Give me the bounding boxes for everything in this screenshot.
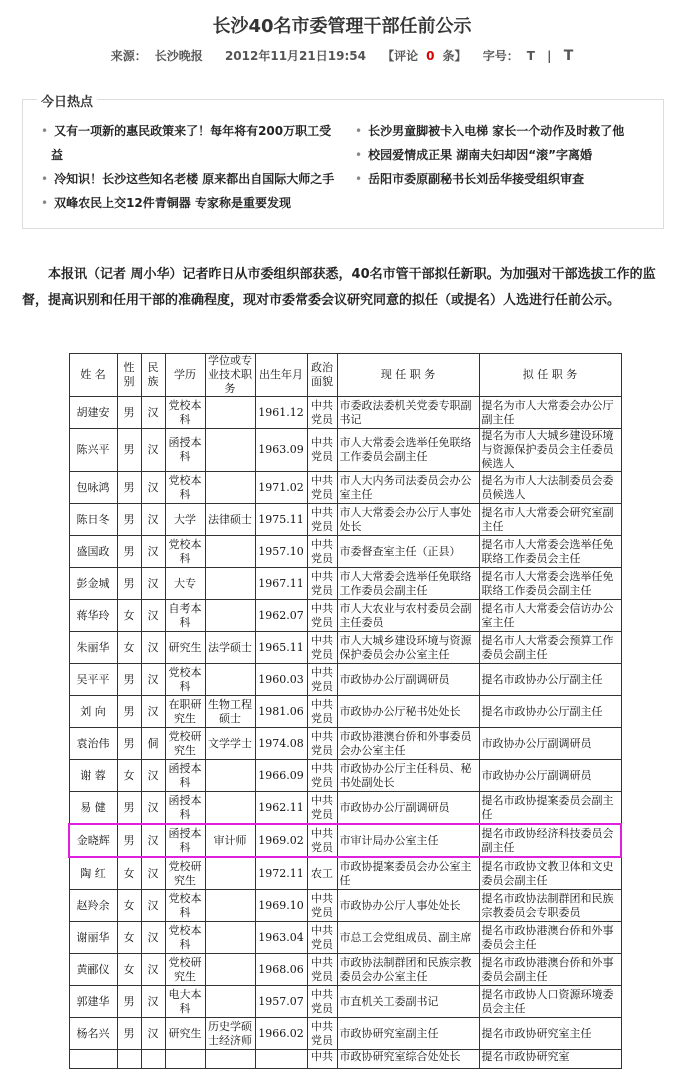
cell-ethnicity: 汉 <box>141 429 165 472</box>
cell-ethnicity: 汉 <box>141 857 165 890</box>
cell-gender: 男 <box>117 1018 141 1050</box>
cell-ethnicity: 汉 <box>141 536 165 568</box>
cell-gender: 男 <box>117 429 141 472</box>
cell-ethnicity: 汉 <box>141 824 165 857</box>
cell-degree <box>205 954 255 986</box>
hot-news-link[interactable]: • 校园爱情成正果 湖南夫妇却因“滚”字离婚 <box>355 144 592 166</box>
cell-birth: 1969.02 <box>255 824 307 857</box>
cell-birth: 1981.06 <box>255 696 307 728</box>
cell-ethnicity: 汉 <box>141 664 165 696</box>
table-row <box>69 632 621 664</box>
cell-degree: 法律硕士 <box>205 504 255 536</box>
cell-birth: 1969.10 <box>255 890 307 922</box>
cell-gender: 男 <box>117 504 141 536</box>
cell-birth: 1960.03 <box>255 664 307 696</box>
cell-proposed-position: 提名市人大常委会选举任免联络工作委员会副主任 <box>479 568 621 600</box>
cell-proposed-position: 提名为市人大法制委员会委员候选人 <box>479 472 621 504</box>
cell-birth: 1965.11 <box>255 632 307 664</box>
table-row <box>69 890 621 922</box>
table-row <box>69 397 621 429</box>
cell-degree <box>205 536 255 568</box>
cell-name: 赵羚余 <box>69 890 117 922</box>
publish-datetime: 2012年11月21日19:54 <box>224 49 366 63</box>
cell-current-position: 市政协办公厅副调研员 <box>337 792 479 825</box>
hot-news-link[interactable]: • 岳阳市委原副秘书长刘岳华接受组织审查 <box>355 168 584 190</box>
cell-proposed-position: 市政协办公厅副调研员 <box>479 728 621 760</box>
cell-ethnicity: 汉 <box>141 696 165 728</box>
cell-education: 电大本科 <box>165 986 205 1018</box>
cell-name: 易 健 <box>69 792 117 825</box>
cell-proposed-position: 提名市人大常委会信访办公室主任 <box>479 600 621 632</box>
cell-degree <box>205 472 255 504</box>
cell-education: 研究生 <box>165 632 205 664</box>
cell-gender: 男 <box>117 986 141 1018</box>
comment-link[interactable] <box>378 49 470 63</box>
table-row <box>69 664 621 696</box>
cell-proposed-position: 提名为市人大常委会办公厅副主任 <box>479 397 621 429</box>
source-name[interactable]: 长沙晚报 <box>154 49 203 63</box>
cell-gender: 男 <box>117 696 141 728</box>
cell-current-position: 市政协研究室综合处处长 <box>337 1050 479 1069</box>
cell-education: 党校本科 <box>165 472 205 504</box>
cell-current-position: 市政协办公厅人事处处长 <box>337 890 479 922</box>
cell-current-position: 市人大常委会选举任免联络工作委员会副主任 <box>337 429 479 472</box>
font-large-button[interactable]: T <box>563 48 574 64</box>
cell-gender: 男 <box>117 536 141 568</box>
hot-news-box <box>22 95 664 229</box>
cell-gender: 男 <box>117 728 141 760</box>
table-row <box>69 504 621 536</box>
appointment-table-wrapper <box>68 353 620 1069</box>
article-meta <box>0 47 684 64</box>
cell-degree <box>205 600 255 632</box>
cell-proposed-position: 提名市政协办公厅副主任 <box>479 696 621 728</box>
cell-education: 研究生 <box>165 1018 205 1050</box>
intro-paragraph: 本报讯（记者 周小华）记者昨日从市委组织部获悉，40名市管干部拟任新职。为加强对干部选拔工作的监督，提高识别和任用干部的准确程度，现对市委常委会议研究同意的拟任（或提名）人选进行任前公示。 <box>22 267 656 308</box>
cell-name: 陈日冬 <box>69 504 117 536</box>
table-row <box>69 922 621 954</box>
cell-name: 包咏鸿 <box>69 472 117 504</box>
cell-proposed-position: 提名为市人大城乡建设环境与资源保护委员会主任委员候选人 <box>479 429 621 472</box>
header-gender: 性别 <box>117 354 141 397</box>
cell-gender: 女 <box>117 600 141 632</box>
cell-gender: 女 <box>117 890 141 922</box>
cell-name: 胡建安 <box>69 397 117 429</box>
table-row <box>69 696 621 728</box>
cell-proposed-position: 提名市人大常委会预算工作委员会副主任 <box>479 632 621 664</box>
cell-degree: 审计师 <box>205 824 255 857</box>
cell-proposed-position: 提名市政协法制群团和民族宗教委员会专职委员 <box>479 890 621 922</box>
comment-count: 0 <box>426 49 435 63</box>
cell-birth: 1975.11 <box>255 504 307 536</box>
cell-proposed-position: 提名市政协办公厅副主任 <box>479 664 621 696</box>
hot-news-title: 今日热点 <box>37 91 97 110</box>
cell-proposed-position: 提名市政协港澳台侨和外事委员会主任 <box>479 922 621 954</box>
cell-gender: 男 <box>117 568 141 600</box>
table-row <box>69 954 621 986</box>
table-row <box>69 728 621 760</box>
cell-name: 陈兴平 <box>69 429 117 472</box>
cell-party: 中共党员 <box>307 536 337 568</box>
cell-degree <box>205 568 255 600</box>
table-row <box>69 536 621 568</box>
cell-gender: 女 <box>117 632 141 664</box>
cell-name: 杨名兴 <box>69 1018 117 1050</box>
header-proposed-position: 拟 任 职 务 <box>479 354 621 397</box>
cell-proposed-position: 提名市政协文教卫体和文史委员会副主任 <box>479 857 621 890</box>
cell-party: 中共党员 <box>307 986 337 1018</box>
header-education: 学历 <box>165 354 205 397</box>
header-ethnicity: 民族 <box>141 354 165 397</box>
table-row <box>69 792 621 825</box>
cell-party: 中共党员 <box>307 890 337 922</box>
header-party: 政治面貌 <box>307 354 337 397</box>
cell-current-position: 市政协办公厅秘书处处长 <box>337 696 479 728</box>
appointment-table <box>68 353 622 1069</box>
header-current-position: 现 任 职 务 <box>337 354 479 397</box>
cell-current-position: 市直机关工委副书记 <box>337 986 479 1018</box>
table-row-partial <box>69 1050 621 1069</box>
cell-name: 盛国政 <box>69 536 117 568</box>
cell-party: 中共党员 <box>307 568 337 600</box>
cell-proposed-position: 市政协办公厅副调研员 <box>479 760 621 792</box>
table-row <box>69 472 621 504</box>
cell-party: 中共党员 <box>307 600 337 632</box>
cell-party: 中共党员 <box>307 792 337 825</box>
cell-education: 在职研究生 <box>165 696 205 728</box>
cell-name: 金晓辉 <box>69 824 117 857</box>
cell-current-position: 市总工会党组成员、副主席 <box>337 922 479 954</box>
font-size-label: 字号： <box>482 49 519 63</box>
cell-current-position: 市政协法制群团和民族宗教委员会办公室主任 <box>337 954 479 986</box>
cell-education: 党校研究生 <box>165 954 205 986</box>
hot-news-link-continued[interactable]: 益 <box>51 148 64 162</box>
cell-gender: 女 <box>117 857 141 890</box>
table-row <box>69 429 621 472</box>
cell-current-position: 市政协港澳台侨和外事委员会办公室主任 <box>337 728 479 760</box>
cell-current-position: 市委政法委机关党委专职副书记 <box>337 397 479 429</box>
comment-prefix: 【评论 <box>382 49 419 63</box>
cell-ethnicity: 汉 <box>141 504 165 536</box>
cell-degree <box>205 922 255 954</box>
cell-name: 蒋华玲 <box>69 600 117 632</box>
cell-name: 谢 蓉 <box>69 760 117 792</box>
cell-birth: 1966.09 <box>255 760 307 792</box>
header-name: 姓 名 <box>69 354 117 397</box>
cell-name <box>69 1050 117 1069</box>
font-separator: | <box>547 49 552 63</box>
cell-gender: 男 <box>117 472 141 504</box>
header-degree: 学位或专业技术职务 <box>205 354 255 397</box>
cell-current-position: 市审计局办公室主任 <box>337 824 479 857</box>
cell-ethnicity: 汉 <box>141 792 165 825</box>
article-title: 长沙40名市委管理干部任前公示 <box>212 16 472 37</box>
cell-gender: 男 <box>117 824 141 857</box>
cell-name: 陶 红 <box>69 857 117 890</box>
cell-party: 中共党员 <box>307 632 337 664</box>
cell-birth: 1966.02 <box>255 1018 307 1050</box>
cell-degree: 文学学士 <box>205 728 255 760</box>
cell-birth: 1963.04 <box>255 922 307 954</box>
cell-name: 郭建华 <box>69 986 117 1018</box>
cell-gender: 男 <box>117 792 141 825</box>
font-small-button[interactable]: T <box>526 49 535 63</box>
cell-degree <box>205 429 255 472</box>
cell-ethnicity: 汉 <box>141 397 165 429</box>
cell-party: 中共党员 <box>307 954 337 986</box>
cell-current-position: 市人大常委会办公厅人事处处长 <box>337 504 479 536</box>
hot-news-link[interactable]: • 又有一项新的惠民政策来了！每年将有200万职工受 <box>41 120 331 142</box>
cell-degree: 生物工程硕士 <box>205 696 255 728</box>
cell-name: 朱丽华 <box>69 632 117 664</box>
comment-suffix: 条】 <box>442 49 467 63</box>
cell-proposed-position: 提名市人大常委会选举任免联络工作委员会主任 <box>479 536 621 568</box>
cell-birth: 1963.09 <box>255 429 307 472</box>
hot-news-link[interactable]: • 长沙男童脚被卡入电梯 家长一个动作及时救了他 <box>355 120 624 142</box>
cell-name: 刘 向 <box>69 696 117 728</box>
cell-education: 党校本科 <box>165 890 205 922</box>
cell-party: 中共 <box>307 1050 337 1069</box>
cell-current-position: 市政协办公厅主任科员、秘书处副处长 <box>337 760 479 792</box>
table-row <box>69 857 621 890</box>
cell-gender: 男 <box>117 664 141 696</box>
cell-degree <box>205 792 255 825</box>
cell-education: 党校本科 <box>165 397 205 429</box>
cell-current-position: 市政协办公厅副调研员 <box>337 664 479 696</box>
cell-education: 函授本科 <box>165 429 205 472</box>
cell-degree <box>205 890 255 922</box>
cell-current-position: 市人大城乡建设环境与资源保护委员会办公室主任 <box>337 632 479 664</box>
cell-birth: 1962.11 <box>255 792 307 825</box>
cell-name: 黄郦仪 <box>69 954 117 986</box>
cell-party: 中共党员 <box>307 664 337 696</box>
cell-ethnicity: 侗 <box>141 728 165 760</box>
cell-ethnicity <box>141 1050 165 1069</box>
cell-gender: 女 <box>117 954 141 986</box>
cell-birth: 1968.06 <box>255 954 307 986</box>
table-row <box>69 1018 621 1050</box>
cell-proposed-position: 提名市政协研究室主任 <box>479 1018 621 1050</box>
cell-party: 中共党员 <box>307 472 337 504</box>
header-birth: 出生年月 <box>255 354 307 397</box>
cell-ethnicity: 汉 <box>141 1018 165 1050</box>
cell-education: 党校研究生 <box>165 728 205 760</box>
cell-education: 大学 <box>165 504 205 536</box>
cell-gender: 女 <box>117 922 141 954</box>
cell-current-position: 市人大农业与农村委员会副主任委员 <box>337 600 479 632</box>
cell-ethnicity: 汉 <box>141 954 165 986</box>
cell-party: 中共党员 <box>307 922 337 954</box>
cell-education: 党校本科 <box>165 922 205 954</box>
cell-name: 袁治伟 <box>69 728 117 760</box>
cell-degree <box>205 664 255 696</box>
cell-ethnicity: 汉 <box>141 986 165 1018</box>
cell-education: 函授本科 <box>165 824 205 857</box>
cell-birth: 1967.11 <box>255 568 307 600</box>
cell-education: 大专 <box>165 568 205 600</box>
cell-proposed-position: 提名市政协研究室 <box>479 1050 621 1069</box>
cell-degree: 法学硕士 <box>205 632 255 664</box>
cell-education <box>165 1050 205 1069</box>
cell-party: 中共党员 <box>307 824 337 857</box>
cell-degree: 历史学硕士经济师 <box>205 1018 255 1050</box>
cell-party: 中共党员 <box>307 429 337 472</box>
cell-birth: 1961.12 <box>255 397 307 429</box>
cell-proposed-position: 提名市政协港澳台侨和外事委员会副主任 <box>479 954 621 986</box>
cell-birth: 1962.07 <box>255 600 307 632</box>
cell-current-position: 市人大内务司法委员会办公室主任 <box>337 472 479 504</box>
cell-party: 中共党员 <box>307 696 337 728</box>
cell-education: 函授本科 <box>165 760 205 792</box>
cell-ethnicity: 汉 <box>141 922 165 954</box>
cell-name: 吴平平 <box>69 664 117 696</box>
cell-education: 党校本科 <box>165 536 205 568</box>
cell-current-position: 市人大常委会选举任免联络工作委员会副主任 <box>337 568 479 600</box>
cell-ethnicity: 汉 <box>141 760 165 792</box>
table-row <box>69 568 621 600</box>
cell-party: 中共党员 <box>307 728 337 760</box>
cell-proposed-position: 提名市人大常委会研究室副主任 <box>479 504 621 536</box>
cell-birth <box>255 1050 307 1069</box>
cell-ethnicity: 汉 <box>141 472 165 504</box>
hot-news-link[interactable]: • 双峰农民上交12件青铜器 专家称是重要发现 <box>41 192 291 214</box>
cell-degree <box>205 1050 255 1069</box>
cell-birth: 1974.08 <box>255 728 307 760</box>
table-header-row <box>69 354 621 397</box>
cell-degree <box>205 397 255 429</box>
cell-education: 党校研究生 <box>165 857 205 890</box>
cell-ethnicity: 汉 <box>141 632 165 664</box>
cell-current-position: 市政协提案委员会办公室主任 <box>337 857 479 890</box>
cell-education: 函授本科 <box>165 792 205 825</box>
cell-birth: 1971.02 <box>255 472 307 504</box>
cell-party: 农工 <box>307 857 337 890</box>
cell-degree <box>205 760 255 792</box>
cell-proposed-position: 提名市政协提案委员会副主任 <box>479 792 621 825</box>
cell-gender <box>117 1050 141 1069</box>
cell-ethnicity: 汉 <box>141 890 165 922</box>
cell-proposed-position: 提名市政协人口资源环境委员会主任 <box>479 986 621 1018</box>
cell-degree <box>205 857 255 890</box>
table-row <box>69 600 621 632</box>
cell-gender: 女 <box>117 760 141 792</box>
cell-education: 党校本科 <box>165 664 205 696</box>
cell-birth: 1957.07 <box>255 986 307 1018</box>
cell-party: 中共党员 <box>307 1018 337 1050</box>
cell-party: 中共党员 <box>307 760 337 792</box>
cell-party: 中共党员 <box>307 397 337 429</box>
hot-news-link[interactable]: • 冷知识！长沙这些知名老楼 原来都出自国际大师之手 <box>41 168 334 190</box>
cell-degree <box>205 986 255 1018</box>
cell-party: 中共党员 <box>307 504 337 536</box>
cell-current-position: 市委督查室主任（正县） <box>337 536 479 568</box>
cell-name: 彭金城 <box>69 568 117 600</box>
cell-name: 谢丽华 <box>69 922 117 954</box>
cell-current-position: 市政协研究室副主任 <box>337 1018 479 1050</box>
cell-education: 自考本科 <box>165 600 205 632</box>
source-label: 来源： <box>110 49 147 63</box>
table-row <box>69 986 621 1018</box>
cell-gender: 男 <box>117 397 141 429</box>
table-row <box>69 824 621 857</box>
table-row <box>69 760 621 792</box>
cell-proposed-position: 提名市政协经济科技委员会副主任 <box>479 824 621 857</box>
cell-birth: 1957.10 <box>255 536 307 568</box>
cell-ethnicity: 汉 <box>141 600 165 632</box>
cell-ethnicity: 汉 <box>141 568 165 600</box>
cell-birth: 1972.11 <box>255 857 307 890</box>
